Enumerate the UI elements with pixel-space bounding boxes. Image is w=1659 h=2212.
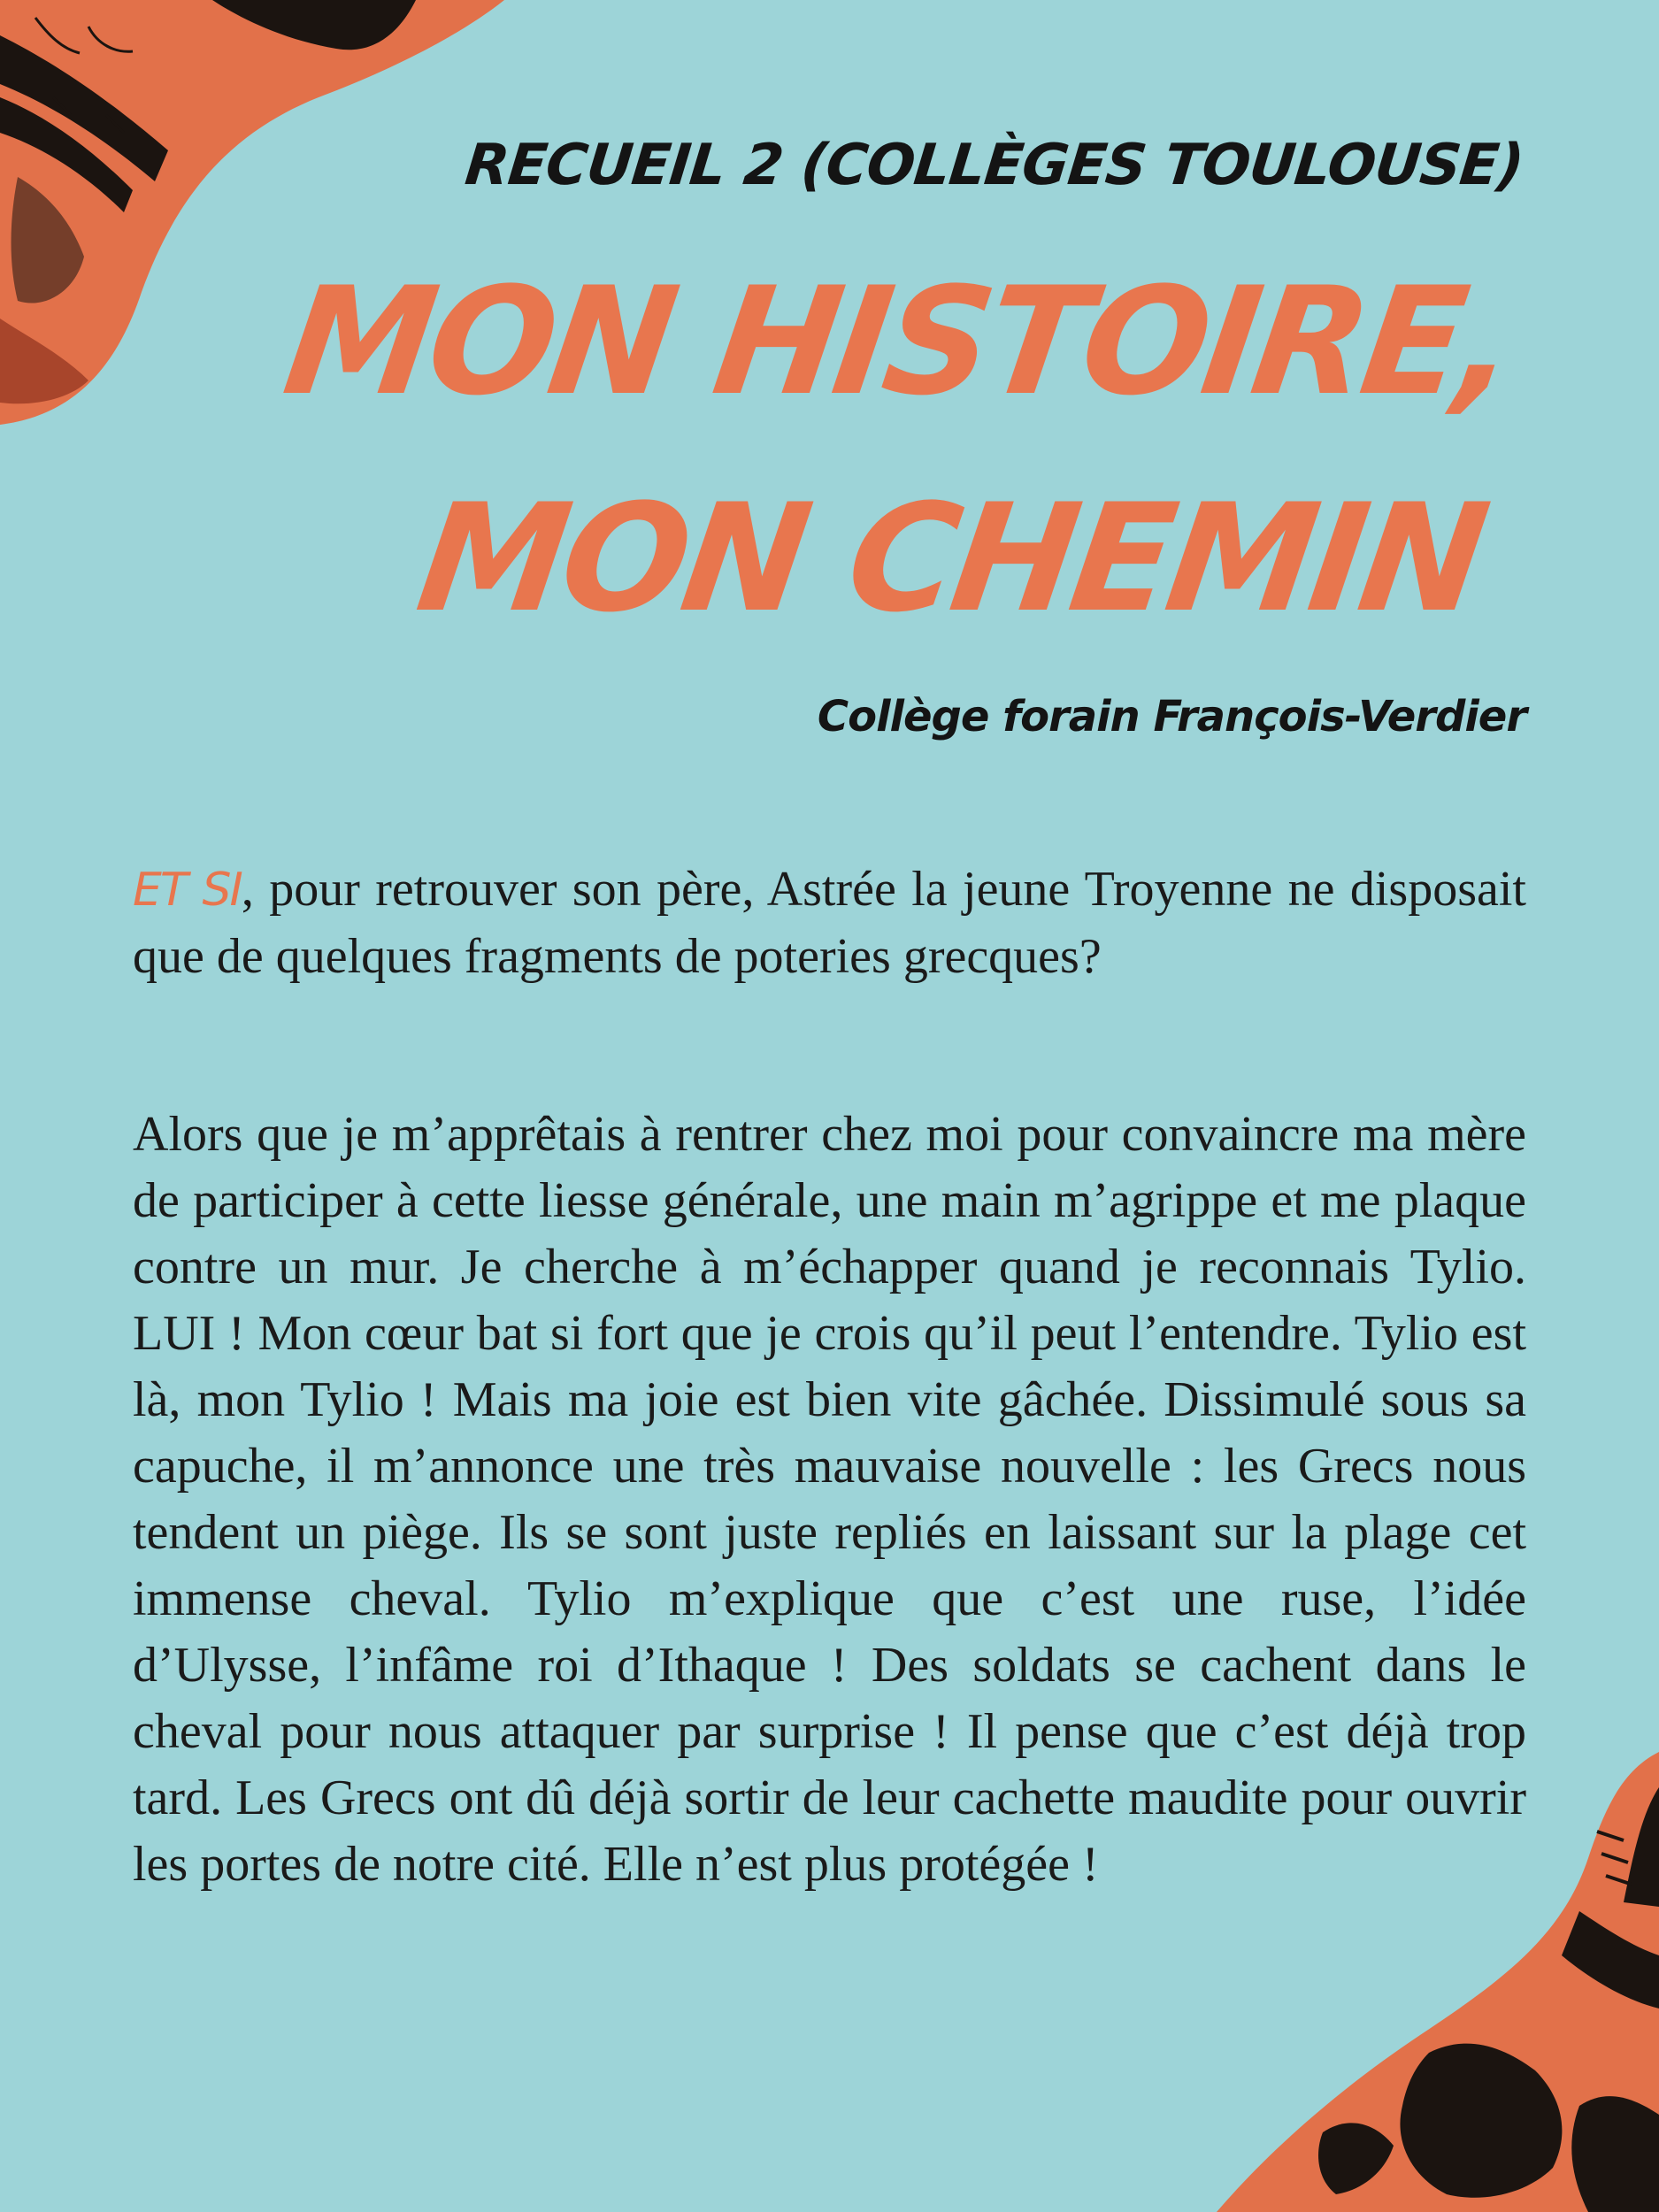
school-name: Collège forain François-Verdier bbox=[817, 692, 1526, 741]
series-label: RECUEIL 2 (COLLÈGES TOULOUSE) bbox=[462, 133, 1526, 198]
header bbox=[199, 133, 1526, 741]
intro-paragraph bbox=[133, 856, 1526, 990]
story-paragraph: Alors que je m’apprêtais à rentrer chez moi pour convaincre ma mère de participer à cette liesse générale, une main m’agrippe et me plaque contre un mur. Je cherche à m’échapper quand je reconnais Tylio. LUI ! Mon cœur bat si fort que je crois qu’il peut l’entendre. Tylio est là, mon Tylio ! Mais ma joie est bien vite gâchée. Dissimulé sous sa capuche, il m’annonce une très mauvaise nouvelle : les Grecs nous tendent un piège. Ils se sont juste repliés en laissant sur la plage cet immense cheval. Tylio m’explique que c’est une ruse, l’idée d’Ulysse, l’infâme roi d’Ithaque ! Des soldats se cachent dans le cheval pour nous attaquer par surprise ! Il pense que c’est déjà trop tard. Les Grecs ont dû déjà sortir de leur cachette maudite pour ouvrir les portes de notre cité. Elle n’est plus protégée ! bbox=[133, 1107, 1526, 1892]
intro-text: , pour retrouver son père, Astrée la jeune Troyenne ne disposait que de quelques fragments de poteries grecques? bbox=[133, 862, 1526, 984]
intro-lead: ET SI bbox=[133, 864, 242, 917]
title-line-2: MON CHEMIN bbox=[408, 472, 1494, 645]
page-title bbox=[138, 234, 1526, 667]
title-line-1: MON HISTOIRE, bbox=[275, 255, 1524, 428]
